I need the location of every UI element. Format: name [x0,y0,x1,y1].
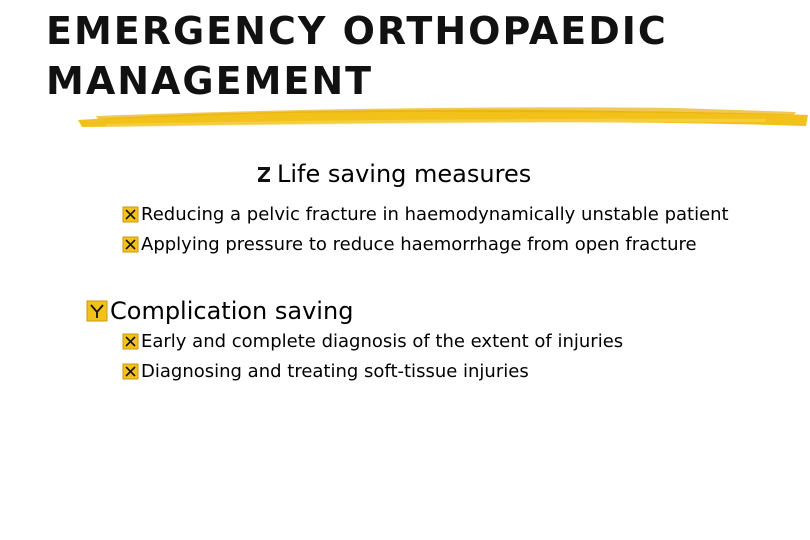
list-item-text: Early and complete diagnosis of the extent of injuries [141,331,624,352]
title-underline-brush [76,100,810,134]
yellow-box-y-icon [86,300,108,322]
yellow-box-x-icon [122,236,139,253]
yellow-box-x-icon [122,206,139,223]
list-item [122,204,729,225]
section-complication-saving-label: Complication saving [110,297,354,325]
section-complication-saving [86,297,353,325]
hammer-z-icon [256,164,272,184]
list-item [122,361,529,382]
list-item [122,234,697,255]
list-item-text: Reducing a pelvic fracture in haemodynamically unstable patient [141,204,729,225]
yellow-box-x-icon [122,363,139,380]
section-life-saving-label: Life saving measures [277,160,532,188]
list-item [122,331,623,352]
list-item-text: Diagnosing and treating soft-tissue injuries [141,361,529,382]
slide-title [46,6,668,106]
section-life-saving [256,160,531,188]
slide-title-line-2: MANAGEMENT [46,59,374,103]
slide-title-line-1: EMERGENCY ORTHOPAEDIC [46,9,668,53]
list-item-text: Applying pressure to reduce haemorrhage from open fracture [141,234,697,255]
yellow-box-x-icon [122,333,139,350]
